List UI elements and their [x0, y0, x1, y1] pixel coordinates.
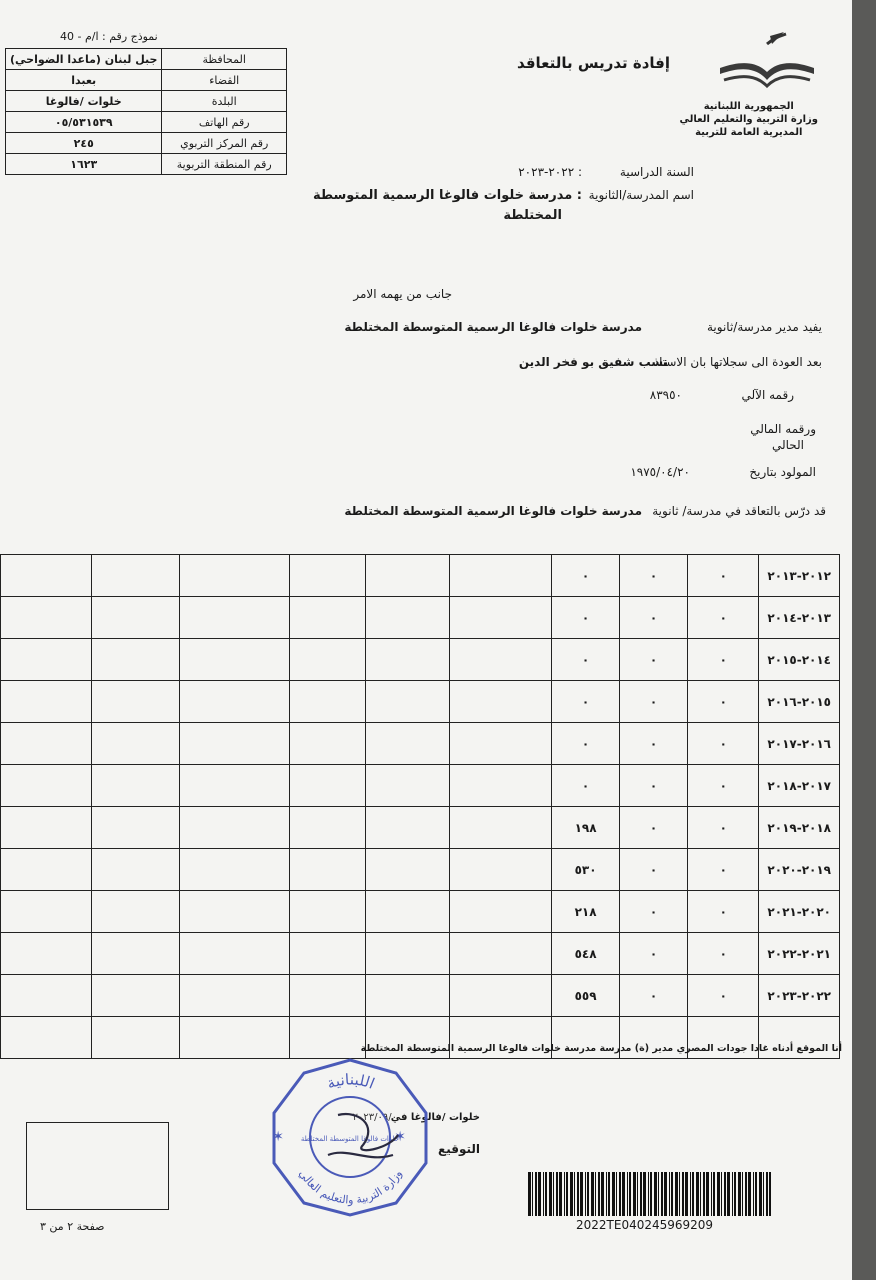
empty-cell: [92, 891, 180, 933]
empty-cell: [180, 639, 290, 681]
barcode-bar: [706, 1172, 709, 1216]
table-row: [1, 597, 840, 639]
empty-cell: [366, 681, 450, 723]
stamp-top-text: اللبنانية: [324, 1070, 378, 1093]
empty-cell: [290, 765, 366, 807]
value-cell: ٠: [552, 639, 620, 681]
table-row: [1, 681, 840, 723]
year-cell: ٢٠١٢-٢٠١٣: [759, 555, 840, 597]
ministry-line-2: وزارة التربية والتعليم العالي: [679, 114, 818, 125]
financial-number-label: ورقمه المالي: [750, 422, 816, 436]
value-cell: ٠: [620, 723, 688, 765]
ministry-line-3: المديرية العامة للتربية: [695, 127, 803, 138]
empty-cell: [180, 933, 290, 975]
barcode-bar: [637, 1172, 638, 1216]
barcode-bar: [732, 1172, 733, 1216]
school-year-label: السنة الدراسية: [619, 165, 694, 179]
signature-label: التوقيع: [438, 1142, 480, 1156]
barcode-bar: [766, 1172, 768, 1216]
barcode-bar: [654, 1172, 657, 1216]
info-row: رقم الهاتف ٠٥/٥٣١٥٣٩: [6, 112, 287, 133]
value-cell: ٥٥٩: [552, 975, 620, 1017]
salutation: جانب من يهمه الامر: [353, 287, 452, 301]
barcode-bar: [643, 1172, 646, 1216]
barcode-bar: [658, 1172, 659, 1216]
value-cell: ٠: [688, 975, 759, 1017]
empty-cell: [180, 597, 290, 639]
ministry-book-logo: [712, 30, 822, 98]
year-cell: ٢٠٢٠-٢٠٢١: [759, 891, 840, 933]
barcode-bar: [692, 1172, 694, 1216]
barcode-bar: [598, 1172, 600, 1216]
empty-cell: [1, 975, 92, 1017]
empty-cell: [1, 891, 92, 933]
value-cell: ٠: [620, 807, 688, 849]
table-row: [1, 891, 840, 933]
document-title: إفادة تدريس بالتعاقد: [517, 54, 670, 72]
value-cell: ٠: [552, 765, 620, 807]
barcode-bar: [713, 1172, 715, 1216]
year-cell: ٢٠١٣-٢٠١٤: [759, 597, 840, 639]
value-cell: ٠: [620, 891, 688, 933]
barcode-bar: [717, 1172, 720, 1216]
barcode-number: 2022TE040245969209: [576, 1218, 714, 1232]
empty-cell: [450, 891, 552, 933]
value-cell: ٠: [620, 933, 688, 975]
table-row: [1, 807, 840, 849]
birth-label: المولود بتاريخ: [749, 465, 816, 479]
empty-cell: [92, 555, 180, 597]
value-cell: ٠: [688, 723, 759, 765]
barcode-bar: [538, 1172, 541, 1216]
school-year-value: : ٢٠٢٢-٢٠٢٣: [518, 165, 582, 179]
barcode-bar: [566, 1172, 568, 1216]
table-row: [1, 849, 840, 891]
taught-school: مدرسة خلوات فالوغا الرسمية المتوسطة المختلطة: [344, 504, 642, 518]
place-date: ٢٠٢٣/٠٩/٠: [352, 1112, 397, 1123]
empty-cell: [450, 597, 552, 639]
barcode-bar: [627, 1172, 628, 1216]
empty-cell: [92, 723, 180, 765]
empty-cell: [180, 1017, 290, 1059]
empty-cell: [290, 933, 366, 975]
info-row: رقم المنطقة التربوية ١٦٢٣: [6, 154, 287, 175]
empty-cell: [1, 933, 92, 975]
empty-cell: [1, 765, 92, 807]
barcode-bar: [753, 1172, 754, 1216]
auto-number-label: رقمه الآلي: [741, 388, 794, 402]
empty-cell: [92, 849, 180, 891]
director-school: مدرسة خلوات فالوغا الرسمية المتوسطة المختلطة: [344, 320, 642, 334]
empty-cell: [366, 597, 450, 639]
value-cell: ٠: [688, 807, 759, 849]
empty-cell: [366, 933, 450, 975]
empty-cell: [92, 933, 180, 975]
financial-number-label-cont: الحالي: [771, 438, 804, 452]
empty-cell: [1, 639, 92, 681]
stamp-star-icon: ✶: [394, 1129, 406, 1145]
empty-cell: [290, 639, 366, 681]
empty-cell: [290, 681, 366, 723]
barcode-bar: [745, 1172, 747, 1216]
empty-cell: [366, 723, 450, 765]
barcode-bar: [549, 1172, 552, 1216]
ministry-line-1: الجمهورية اللبنانية: [703, 101, 794, 112]
value-cell: ٠: [620, 975, 688, 1017]
svg-text:وزارة التربية والتعليم العالي: [296, 1167, 404, 1206]
barcode-bar: [671, 1172, 673, 1216]
barcode-bar: [759, 1172, 762, 1216]
barcode-bar: [711, 1172, 712, 1216]
barcode-bar: [763, 1172, 764, 1216]
birth-value: ١٩٧٥/٠٤/٢٠: [630, 465, 690, 479]
barcode-bar: [721, 1172, 722, 1216]
empty-cell: [180, 723, 290, 765]
value-cell: ٠: [620, 639, 688, 681]
empty-cell: [92, 807, 180, 849]
table-row: [1, 765, 840, 807]
year-cell: ٢٠١٨-٢٠١٩: [759, 807, 840, 849]
empty-cell: [450, 681, 552, 723]
empty-cell: [92, 1017, 180, 1059]
value-cell: ٠: [620, 555, 688, 597]
table-row: [1, 933, 840, 975]
barcode-bar: [591, 1172, 594, 1216]
value-cell: ٠: [552, 597, 620, 639]
year-cell: ٢٠١٤-٢٠١٥: [759, 639, 840, 681]
empty-cell: [450, 765, 552, 807]
value-cell: ١٩٨: [552, 807, 620, 849]
empty-cell: [1, 555, 92, 597]
director-label: يفيد مدير مدرسة/ثانوية: [706, 320, 822, 334]
year-cell: ٢٠١٩-٢٠٢٠: [759, 849, 840, 891]
barcode-bar: [734, 1172, 736, 1216]
barcode-bar: [661, 1172, 663, 1216]
empty-cell: [366, 555, 450, 597]
empty-cell: [290, 807, 366, 849]
ministry-header: [680, 100, 818, 139]
info-row: رقم المركز التربوي ٢٤٥: [6, 133, 287, 154]
barcode-bar: [570, 1172, 573, 1216]
barcode-bar: [528, 1172, 531, 1216]
barcode-bar: [532, 1172, 533, 1216]
empty-cell: [366, 807, 450, 849]
empty-cell: [366, 639, 450, 681]
empty-cell: [450, 807, 552, 849]
school-info-table: [5, 48, 287, 175]
barcode-bar: [606, 1172, 607, 1216]
value-cell: ٠: [688, 555, 759, 597]
barcode-bar: [616, 1172, 617, 1216]
barcode-bar: [742, 1172, 743, 1216]
empty-cell: [366, 765, 450, 807]
empty-cell: [290, 1017, 366, 1059]
barcode-bar: [696, 1172, 699, 1216]
year-cell: ٢٠٢١-٢٠٢٢: [759, 933, 840, 975]
value-cell: ٠: [620, 681, 688, 723]
barcode-bar: [580, 1172, 583, 1216]
value-cell: ٢١٨: [552, 891, 620, 933]
barcode-bar: [664, 1172, 667, 1216]
empty-cell: [366, 891, 450, 933]
value-cell: ٠: [552, 555, 620, 597]
empty-cell: [180, 681, 290, 723]
year-cell: ٢٠١٧-٢٠١٨: [759, 765, 840, 807]
records-label: بعد العودة الى سجلاتها بان الاستاذ: [653, 355, 822, 369]
barcode-bar: [587, 1172, 589, 1216]
table-row: [1, 975, 840, 1017]
value-cell: ٠: [688, 639, 759, 681]
barcode-bar: [724, 1172, 726, 1216]
barcode-bar: [612, 1172, 615, 1216]
table-row: [1, 639, 840, 681]
barcode-bar: [553, 1172, 554, 1216]
barcode-bar: [633, 1172, 636, 1216]
empty-cell: [450, 975, 552, 1017]
school-name-value: : مدرسة خلوات فالوغا الرسمية المتوسطة: [312, 188, 582, 203]
empty-cell: [1, 849, 92, 891]
empty-cell: [180, 975, 290, 1017]
value-cell: ٥٤٨: [552, 933, 620, 975]
barcode: [528, 1172, 771, 1216]
empty-cell: [290, 723, 366, 765]
barcode-bar: [650, 1172, 652, 1216]
barcode-bar: [748, 1172, 751, 1216]
page-number: صفحة ٢ من ٣: [40, 1220, 105, 1233]
barcode-bar: [703, 1172, 705, 1216]
auto-number-value: ٨٣٩٥٠: [649, 388, 682, 402]
barcode-bar: [629, 1172, 631, 1216]
empty-cell: [290, 849, 366, 891]
place-line: خلوات /فالوغا في: [390, 1112, 480, 1123]
empty-cell: [366, 975, 450, 1017]
value-cell: ٠: [688, 597, 759, 639]
official-stamp: [268, 1055, 433, 1220]
year-cell: ٢٠٢٢-٢٠٢٣: [759, 975, 840, 1017]
barcode-bar: [769, 1172, 771, 1216]
barcode-bar: [556, 1172, 558, 1216]
info-row: البلدة خلوات /فالوغا: [6, 91, 287, 112]
year-cell: ٢٠١٦-٢٠١٧: [759, 723, 840, 765]
empty-cell: [450, 849, 552, 891]
attestation-line: أنا الموقع أدناه غادا جودات المصري مدير (ة) مدرسة مدرسة خلوات فالوغا الرسمية المتوسطة المختلطة: [360, 1043, 842, 1054]
info-row: المحافظة جبل لبنان (ماعدا الضواحي): [6, 49, 287, 70]
empty-cell: [290, 555, 366, 597]
value-cell: ٠: [688, 891, 759, 933]
barcode-bar: [585, 1172, 586, 1216]
svg-text:اللبنانية: [324, 1070, 377, 1092]
empty-cell: [180, 849, 290, 891]
barcode-bar: [755, 1172, 757, 1216]
table-row: [1, 723, 840, 765]
barcode-bar: [690, 1172, 691, 1216]
barcode-bar: [535, 1172, 537, 1216]
value-cell: ٠: [688, 765, 759, 807]
barcode-bar: [679, 1172, 680, 1216]
empty-cell: [180, 807, 290, 849]
barcode-bar: [545, 1172, 547, 1216]
barcode-bar: [608, 1172, 610, 1216]
barcode-bar: [543, 1172, 544, 1216]
year-cell: ٢٠١٥-٢٠١٦: [759, 681, 840, 723]
barcode-bar: [675, 1172, 678, 1216]
empty-cell: [180, 891, 290, 933]
value-cell: ٠: [688, 933, 759, 975]
empty-cell: [92, 975, 180, 1017]
empty-cell: [290, 891, 366, 933]
barcode-bar: [738, 1172, 741, 1216]
empty-cell: [290, 597, 366, 639]
barcode-bar: [564, 1172, 565, 1216]
empty-cell: [92, 765, 180, 807]
barcode-bar: [727, 1172, 730, 1216]
empty-cell: [366, 849, 450, 891]
barcode-bar: [574, 1172, 575, 1216]
barcode-bar: [577, 1172, 579, 1216]
school-name-label: اسم المدرسة/الثانوية: [588, 188, 694, 202]
value-cell: ٠: [620, 765, 688, 807]
table-row: [1, 555, 840, 597]
empty-cell: [450, 723, 552, 765]
value-cell: ٥٣٠: [552, 849, 620, 891]
barcode-bar: [648, 1172, 649, 1216]
empty-cell: [1, 807, 92, 849]
empty-cell: [450, 639, 552, 681]
taught-label: قد درّس بالتعاقد في مدرسة/ ثانوية: [652, 504, 826, 518]
barcode-bar: [669, 1172, 670, 1216]
empty-cell: [1, 681, 92, 723]
teacher-name: نسب شفيق بو فخر الدين: [518, 355, 668, 369]
empty-cell: [180, 555, 290, 597]
barcode-bar: [685, 1172, 688, 1216]
value-cell: ٠: [552, 681, 620, 723]
stamp-center-text: خلوات فالوغا المتوسطة المختلطة: [300, 1135, 400, 1143]
barcode-bar: [700, 1172, 701, 1216]
empty-cell: [1, 1017, 92, 1059]
signature-box: [26, 1122, 169, 1210]
empty-cell: [450, 933, 552, 975]
stamp-star-icon: ✶: [272, 1129, 284, 1145]
value-cell: ٠: [552, 723, 620, 765]
empty-cell: [180, 765, 290, 807]
barcode-bar: [622, 1172, 625, 1216]
barcode-bar: [559, 1172, 562, 1216]
empty-cell: [290, 975, 366, 1017]
empty-cell: [92, 597, 180, 639]
empty-cell: [92, 639, 180, 681]
form-number: نموذج رقم : ا/م - 40: [60, 30, 158, 43]
empty-cell: [1, 723, 92, 765]
teaching-hours-table: [0, 554, 840, 1059]
info-row: القضاء بعبدا: [6, 70, 287, 91]
value-cell: ٠: [688, 681, 759, 723]
value-cell: ٠: [620, 849, 688, 891]
barcode-bar: [595, 1172, 596, 1216]
empty-cell: [1, 597, 92, 639]
empty-cell: [450, 555, 552, 597]
barcode-bar: [682, 1172, 684, 1216]
empty-cell: [92, 681, 180, 723]
barcode-bar: [601, 1172, 604, 1216]
school-name-value-cont: المختلطة: [503, 208, 562, 223]
value-cell: ٠: [620, 597, 688, 639]
barcode-bar: [619, 1172, 621, 1216]
value-cell: ٠: [688, 849, 759, 891]
stamp-bottom-text: وزارة التربية والتعليم العالي: [296, 1167, 405, 1207]
barcode-bar: [640, 1172, 642, 1216]
